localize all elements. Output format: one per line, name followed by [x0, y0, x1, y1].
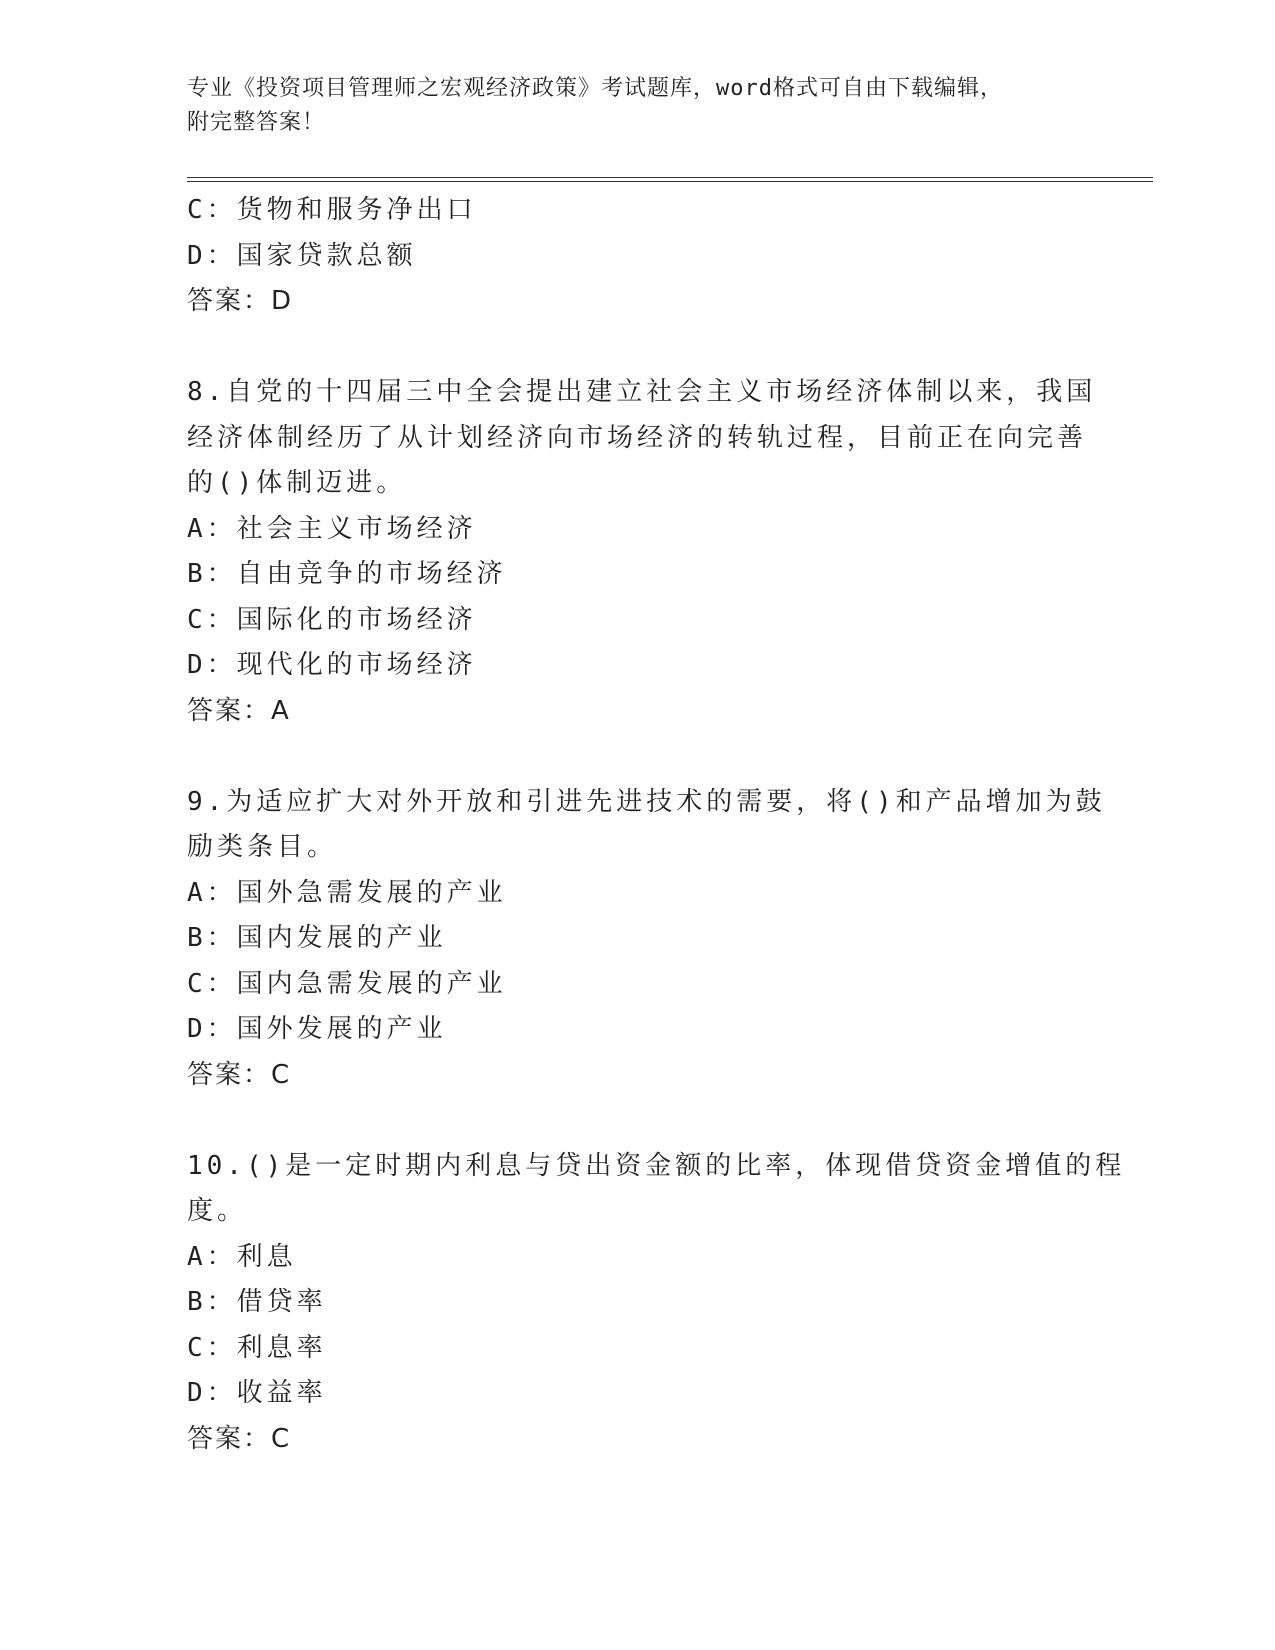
q9-stem-line-1: 9.为适应扩大对外开放和引进先进技术的需要，将()和产品增加为鼓	[187, 786, 1106, 817]
q8-answer: 答案：A	[187, 695, 291, 726]
q9-option-c: C：国内急需发展的产业	[187, 968, 507, 999]
q10-option-c: C：利息率	[187, 1332, 327, 1363]
spacer	[187, 734, 1087, 780]
header-line-2: 附完整答案！	[187, 110, 326, 135]
q7-answer: 答案：D	[187, 286, 294, 316]
question-8	[187, 370, 1097, 734]
q9-answer: 答案：C	[187, 1059, 292, 1090]
spacer	[187, 325, 1087, 371]
q10-stem-line-2: 度。	[187, 1196, 248, 1226]
q8-option-d: D：现代化的市场经济	[187, 650, 477, 680]
q9-option-d: D：国外发展的产业	[187, 1014, 447, 1044]
q8-stem-line-2: 经济体制经历了从计划经济向市场经济的转轨过程，目前正在向完善	[187, 422, 1088, 453]
q9-stem-line-2: 励类条目。	[187, 832, 338, 862]
question-9	[187, 780, 1106, 1099]
q8-option-c: C：国际化的市场经济	[187, 604, 477, 635]
q10-option-d: D：收益率	[187, 1378, 327, 1408]
q10-option-a: A：利息	[187, 1241, 297, 1272]
q10-option-b: B：借贷率	[187, 1287, 327, 1317]
question-7-partial	[187, 188, 1087, 325]
q9-option-b: B：国内发展的产业	[187, 923, 447, 953]
q9-option-a: A：国外急需发展的产业	[187, 877, 507, 908]
q8-option-a: A：社会主义市场经济	[187, 513, 477, 544]
q7-option-d: D：国家贷款总额	[187, 240, 417, 271]
question-content	[187, 188, 1126, 1462]
q7-option-c: C：货物和服务净出口	[187, 195, 477, 225]
q8-stem-line-1: 8.自党的十四届三中全会提出建立社会主义市场经济体制以来，我国	[187, 377, 1097, 407]
question-10	[187, 1144, 1126, 1463]
q8-stem-line-3: 的()体制迈进。	[187, 468, 407, 498]
spacer	[187, 1098, 1087, 1144]
q10-answer: 答案：C	[187, 1423, 292, 1454]
header-divider	[187, 177, 1153, 182]
header-line-1: 专业《投资项目管理师之宏观经济政策》考试题库，word格式可自由下载编辑，	[187, 76, 1003, 101]
document-header	[187, 72, 1087, 140]
q10-stem-line-1: 10.()是一定时期内利息与贷出资金额的比率，体现借贷资金增值的程	[187, 1150, 1126, 1181]
q8-option-b: B：自由竞争的市场经济	[187, 559, 507, 589]
